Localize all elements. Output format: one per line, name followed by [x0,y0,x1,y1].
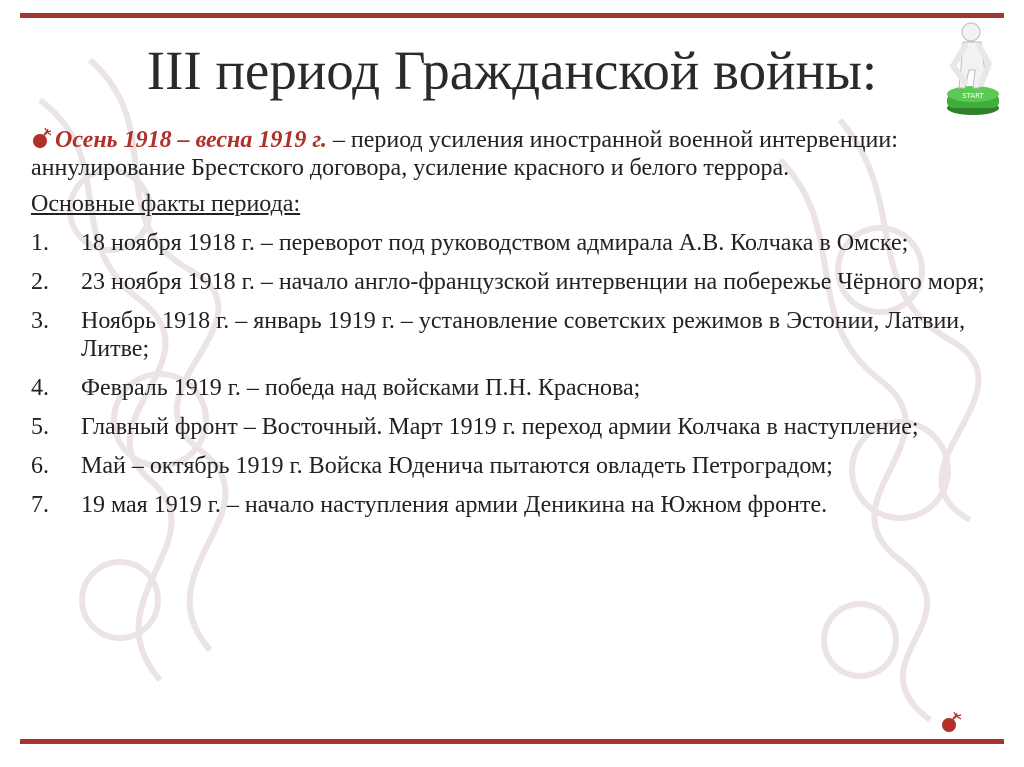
list-item-text: 18 ноября 1918 г. – переворот под руководством адмирала А.В. Колчака в Омске; [81,230,909,256]
figure-button-label: START [962,92,984,100]
period-label: Осень 1918 – весна 1919 г. [55,127,327,153]
top-accent-bar [20,13,1004,18]
intro-paragraph [31,126,1001,182]
list-item [31,307,1001,363]
list-item [31,374,1001,402]
list-item [31,229,1001,257]
list-item [31,413,1001,441]
list-item-text: Февраль 1919 г. – победа над войсками П.Н. Краснова; [81,375,641,401]
list-item-number: 2. [31,269,49,295]
list-item-number: 6. [31,453,49,479]
list-item-text: 23 ноября 1918 г. – начало англо-французской интервенции на побережье Чёрного моря; [81,269,985,295]
list-item-text: Главный фронт – Восточный. Март 1919 г. переход армии Колчака в наступление; [81,414,919,440]
facts-heading: Основные факты периода: [31,191,301,217]
list-item-text: Май – октябрь 1919 г. Войска Юденича пытаются овладеть Петроградом; [81,453,833,479]
facts-list [31,229,1001,519]
list-item-text: Ноябрь 1918 г. – январь 1919 г. – установление советских режимов в Эстонии, Латвии, Литве; [81,308,966,362]
list-item-text: 19 мая 1919 г. – начало наступления армии Деникина на Южном фронте. [81,492,828,518]
list-item-number: 3. [31,308,49,334]
list-item [31,491,1001,519]
bottom-accent-bar [20,739,1004,744]
list-item-number: 7. [31,492,49,518]
slide-title: III период Гражданской войны: [146,40,878,101]
list-item-number: 5. [31,414,49,440]
list-item-number: 1. [31,230,49,256]
list-item [31,452,1001,480]
bomb-icon[interactable] [940,712,964,734]
slide-content [31,126,1001,530]
list-item [31,268,1001,296]
bomb-icon [31,128,53,150]
list-item-number: 4. [31,375,49,401]
person-pressing-button-icon [935,22,1005,118]
period-description: – период усиления иностранной военной интервенции: аннулирование Брестского договора, усиление красного и белого террора. [31,127,898,181]
